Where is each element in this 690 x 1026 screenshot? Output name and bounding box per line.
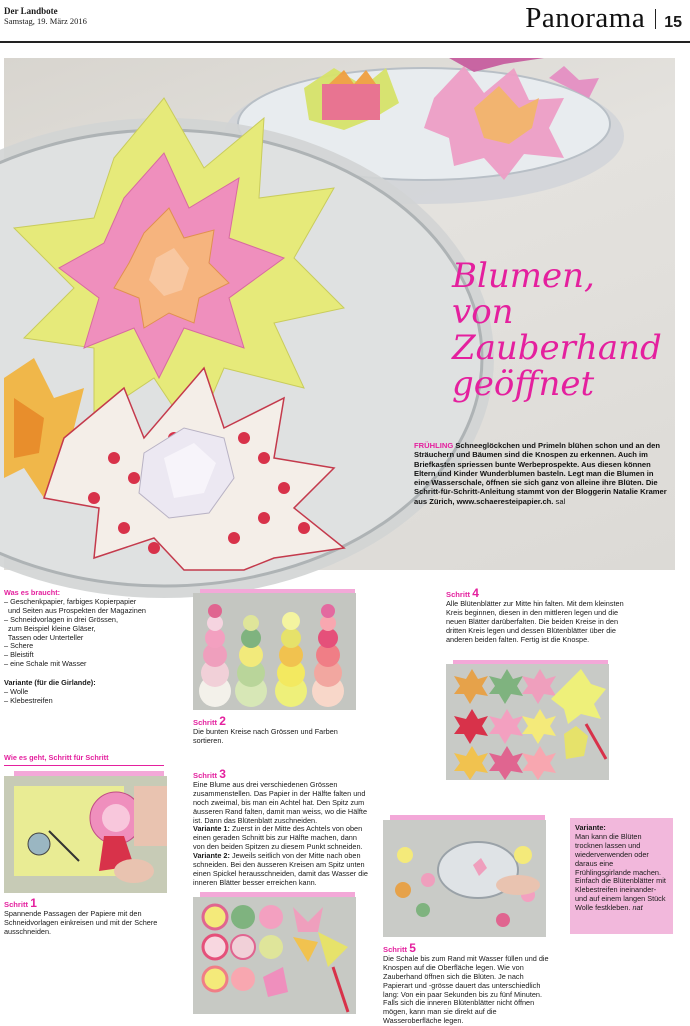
masthead-rule — [0, 41, 690, 43]
howto-divider — [4, 765, 164, 766]
materials-item: Tassen oder Unterteller — [4, 632, 84, 642]
masthead-left — [4, 6, 87, 26]
headline-line: geöffnet — [452, 364, 595, 404]
masthead-right — [525, 2, 682, 35]
step2-heading: Schritt 2 — [193, 714, 226, 728]
step4-photo — [446, 664, 609, 780]
step4-text: Alle Blütenblätter zur Mitte hin falten. Mit dem kleinsten Kreis beginnen, diesen in den mittleren legen und die neuen Blätter darüberfalten. Die beiden Kreise in den dritten Kreis legen und dessen Blütenblätter über die anderen beiden falten. Fertig ist die Knospe. — [446, 598, 624, 644]
headline — [452, 258, 667, 402]
lead-text: Schneeglöckchen und Primeln blühen schon und an den Sträuchern und Bäumen sind die Knospen zu erkennen. Auch im Briefkasten spriessen bunte Werbeprospekte. Aus diesen können Eltern und Kinder Wunderblumen basteln. Legt man die Blumen in eine Wasserschale, öffnen sie sich ganz von alleine ihre Blüten. Die Schritt-für-Schritt-Anleitung stammt von der Bloggerin Natalie Kramer aus Zürich, www.schaeresteipapier.ch. — [414, 441, 667, 506]
step1-photo — [4, 776, 167, 893]
materials-item: – Schneidvorlagen in drei Grössen, — [4, 614, 118, 624]
step2-text-block — [193, 714, 358, 746]
step5-photo — [383, 820, 546, 937]
step5-text: Die Schale bis zum Rand mit Wasser füllen und die Knospen auf die Oberfläche legen. Wie von Zauberhand öffnen sich die Blüten. Je nach Papierart und -grösse dauert das unterschiedlich lang: Von ein paar Sekunden bis zu fünf Minuten. Falls sich die inneren Blütenblätter nicht öffnen mögen, kann man sie direkt auf die Wasseroberfläche legen. — [383, 953, 549, 1026]
masthead-separator — [655, 9, 656, 29]
step5-text-block — [383, 941, 555, 1026]
materials-item: zum Beispiel kleine Gläser, — [4, 623, 96, 633]
step3-text-block — [193, 767, 368, 888]
howto-heading: Wie es geht, Schritt für Schritt — [4, 753, 109, 762]
headline-line: Blumen, — [452, 256, 595, 296]
step3-heading: Schritt 3 — [193, 767, 226, 781]
variante-label: Variante: — [575, 823, 606, 832]
lead-paragraph — [414, 441, 668, 506]
materials-item: und Seiten aus Prospekten der Magazinen — [4, 605, 146, 615]
step5-heading: Schritt 5 — [383, 941, 416, 955]
headline-line: Zauberhand — [452, 328, 662, 368]
lead-kicker: FRÜHLING — [414, 441, 454, 450]
materials-heading: Was es braucht: — [4, 588, 61, 597]
step1-heading: Schritt 1 — [4, 896, 37, 910]
materials-item: – Geschenkpapier, farbiges Kopierpapier — [4, 596, 137, 606]
step2-text: Die bunten Kreise nach Grössen und Farben sortieren. — [193, 726, 338, 745]
materials-item: – eine Schale mit Wasser — [4, 659, 87, 669]
step2-photo — [193, 593, 356, 710]
issue-date: Samstag, 19. März 2016 — [4, 16, 87, 26]
materials-block — [4, 589, 184, 706]
variant-heading: Variante (für die Girlande): — [4, 678, 96, 688]
step3-photo — [193, 897, 356, 1014]
step3-variant2: Variante 2: Jeweils seitlich von der Mitte nach oben schneiden. Bei den äusseren Kreisen am Spitz unten einen Spickel herausschneiden, damit das Wasser die inneren Blätter besser erreichen kann. — [193, 851, 368, 887]
newspaper-name: Der Landbote — [4, 6, 58, 16]
step4-heading: Schritt 4 — [446, 586, 479, 600]
variant-item: – Wolle — [4, 687, 29, 697]
headline-line: von — [452, 292, 514, 332]
step3-text: Eine Blume aus drei verschiedenen Grössen zusammenstellen. Das Papier in der Hälfte falten und noch zweimal, bis man ein Achtel hat. Den Spitz zum äusseren Rand falten, damit man weiss, wo die Hälfte ist. Dann das Blütenblatt zuschneiden. — [193, 779, 367, 825]
step1-text-block — [4, 896, 169, 937]
lead-byline: sal — [555, 496, 566, 506]
step1-text: Spannende Passagen der Papiere mit den Schneidvorlagen einkreisen und mit der Schere ausschneiden. — [4, 908, 158, 936]
variant-item: – Klebestreifen — [4, 695, 53, 705]
variante-text: Man kann die Blüten trocknen lassen und wiederverwenden oder daraus eine Frühlingsgirlande machen. Einfach die Blütenblätter mit Klebestreifen ineinander- und auf einem langen Stück Wolle festkleben. nat — [575, 831, 666, 913]
variante-box — [570, 818, 673, 934]
section-title: Panorama — [525, 2, 646, 34]
page-number: 15 — [664, 14, 682, 31]
materials-item: – Bleistift — [4, 650, 34, 660]
step3-variant1: Variante 1: Zuerst in der Mitte des Achtels von oben einen geraden Schnitt bis zur Hälfte machen, dann von den beiden Spitzen zu diesem Punkt schneiden. — [193, 824, 363, 852]
step4-text-block — [446, 586, 624, 644]
materials-item: – Schere — [4, 641, 34, 651]
